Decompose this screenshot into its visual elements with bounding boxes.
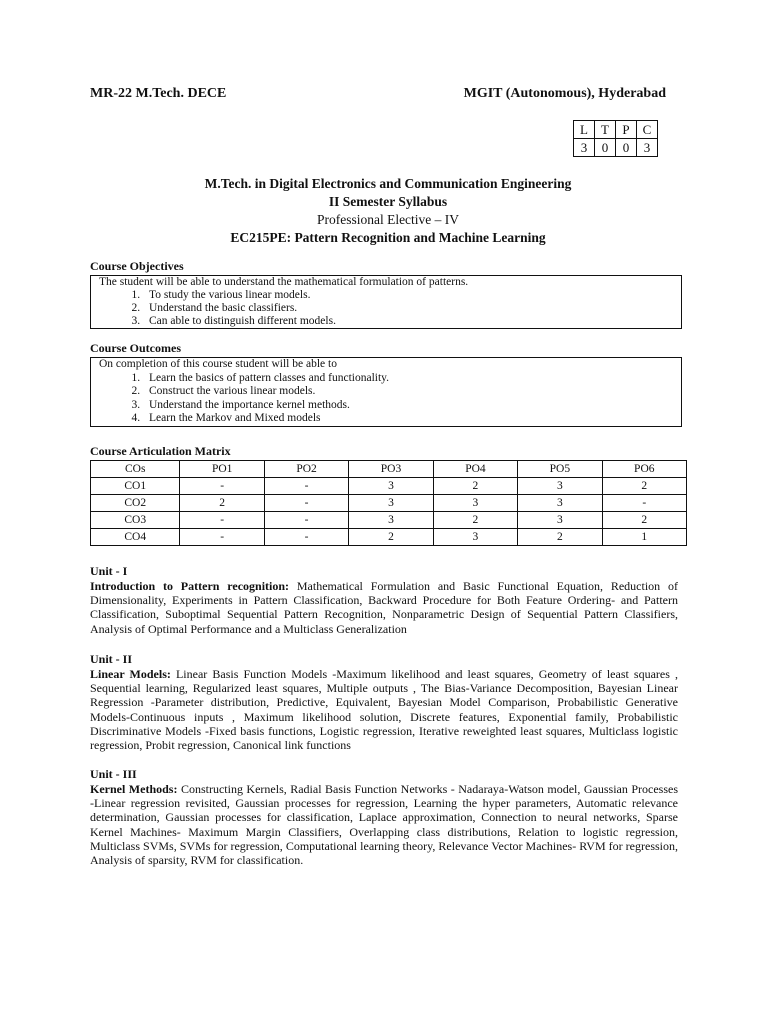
matrix-cell: - bbox=[602, 495, 686, 512]
unit-2-lead: Linear Models: bbox=[90, 667, 171, 681]
matrix-cell: CO1 bbox=[91, 478, 180, 495]
matrix-cell: 2 bbox=[602, 512, 686, 529]
matrix-cell: 2 bbox=[433, 478, 517, 495]
matrix-cell: - bbox=[264, 495, 348, 512]
elective-title: Professional Elective – IV bbox=[316, 212, 460, 227]
unit-3-body: Constructing Kernels, Radial Basis Function Networks - Nadaraya-Watson model, Gaussian Processes -Linear regression revisited, Gaussian processes for regression, Learning the hyper parameters, Automatic relevance determination, Gaussian processes for classification, Laplace approximation, Connection to neural networks, Sparse Kernel Machines- Maximum Margin Classifiers, Overlapping class distributions, Relation to logistic regression, Multiclass SVMs, SVMs for regression, Computational learning theory, Relevance Vector Machines- RVM for regression, Analysis of sparsity, RVM for classification. bbox=[90, 782, 678, 868]
matrix-cell: - bbox=[264, 478, 348, 495]
matrix-col-header: COs bbox=[91, 461, 180, 478]
outcome-item: 3. Understand the importance kernel methods. bbox=[143, 399, 681, 413]
unit-3-lead: Kernel Methods: bbox=[90, 782, 178, 796]
unit-1-lead: Introduction to Pattern recognition: bbox=[90, 579, 290, 593]
matrix-cell: - bbox=[264, 529, 348, 546]
ltpc-value-l: 3 bbox=[574, 139, 595, 157]
matrix-col-header: PO1 bbox=[180, 461, 264, 478]
matrix-row bbox=[91, 495, 687, 512]
unit-1-content bbox=[90, 579, 678, 636]
course-title: EC215PE: Pattern Recognition and Machine Learning bbox=[230, 230, 546, 245]
matrix-cell: 3 bbox=[349, 495, 433, 512]
ltpc-value-c: 3 bbox=[637, 139, 658, 157]
matrix-cell: CO3 bbox=[91, 512, 180, 529]
matrix-row bbox=[91, 478, 687, 495]
ltpc-value-t: 0 bbox=[595, 139, 616, 157]
matrix-cell: 3 bbox=[518, 478, 602, 495]
matrix-cell: 3 bbox=[433, 529, 517, 546]
matrix-col-header: PO2 bbox=[264, 461, 348, 478]
matrix-col-header: PO6 bbox=[602, 461, 686, 478]
articulation-matrix bbox=[90, 460, 687, 546]
matrix-cell: - bbox=[180, 512, 264, 529]
matrix-row bbox=[91, 529, 687, 546]
matrix-col-header: PO5 bbox=[518, 461, 602, 478]
ltpc-label-row bbox=[574, 121, 658, 139]
matrix-cell: CO2 bbox=[91, 495, 180, 512]
objectives-heading: Course Objectives bbox=[90, 259, 184, 273]
matrix-cell: 3 bbox=[349, 512, 433, 529]
unit-1-heading: Unit - I bbox=[90, 564, 128, 578]
matrix-cell: 2 bbox=[180, 495, 264, 512]
matrix-col-header: PO4 bbox=[433, 461, 517, 478]
objective-item: 2. Understand the basic classifiers. bbox=[143, 302, 681, 315]
unit-3-heading: Unit - III bbox=[90, 767, 137, 781]
matrix-cell: 2 bbox=[518, 529, 602, 546]
outcome-item: 4. Learn the Markov and Mixed models bbox=[143, 412, 681, 426]
ltpc-value-p: 0 bbox=[616, 139, 637, 157]
matrix-cell: 3 bbox=[518, 512, 602, 529]
matrix-cell: 3 bbox=[349, 478, 433, 495]
matrix-row bbox=[91, 512, 687, 529]
unit-3-content bbox=[90, 782, 678, 867]
matrix-heading: Course Articulation Matrix bbox=[90, 444, 231, 458]
unit-2-body: Linear Basis Function Models -Maximum likelihood and least squares, Geometry of least squares , Sequential learning, Regularized least squares, Multiple outputs , The Bias-Variance Decomposition, Bayesian Linear Regression -Parameter distribution, Predictive, Equivalent, Bayesian Model Comparison, Probabilistic Generative Models-Continuous inputs , Maximum likelihood solution, Discrete features, Exponential family, Probabilistic Discriminative Models -Fixed basis functions, Logistic regression, Iterative reweighted least squares, Multiclass logistic regression, Probit regression, Canonical link functions bbox=[90, 667, 679, 753]
matrix-cell: 3 bbox=[518, 495, 602, 512]
objective-item: 1. To study the various linear models. bbox=[143, 289, 681, 302]
matrix-cell: - bbox=[264, 512, 348, 529]
unit-2-heading: Unit - II bbox=[90, 652, 133, 666]
outcomes-intro: On completion of this course student will be able to bbox=[99, 358, 337, 370]
unit-1-body: Mathematical Formulation and Basic Functional Equation, Reduction of Dimensionality, Experiments in Pattern Classification, Backward Procedure for Both Feature Ordering- and Pattern Classification, Suboptimal Sequential Pattern Recognition, Nonparametric Design of Sequential Pattern Classifiers, Analysis of Optimal Performance and a Multiclass Generalization bbox=[90, 579, 678, 636]
matrix-cell: - bbox=[180, 529, 264, 546]
objectives-list bbox=[99, 289, 681, 328]
ltpc-value-row bbox=[574, 139, 658, 157]
matrix-cell: 1 bbox=[602, 529, 686, 546]
outcome-item: 1. Learn the basics of pattern classes and functionality. bbox=[143, 372, 681, 386]
ltpc-label-p: P bbox=[616, 121, 637, 139]
ltpc-table bbox=[573, 120, 658, 157]
ltpc-label-c: C bbox=[637, 121, 658, 139]
outcomes-list bbox=[99, 372, 681, 426]
matrix-cell: 2 bbox=[433, 512, 517, 529]
outcomes-box bbox=[90, 357, 682, 427]
matrix-cell: 2 bbox=[349, 529, 433, 546]
ltpc-label-t: T bbox=[595, 121, 616, 139]
title-block bbox=[90, 175, 686, 247]
objectives-intro: The student will be able to understand the mathematical formulation of patterns. bbox=[99, 276, 469, 288]
matrix-cell: - bbox=[180, 478, 264, 495]
outcomes-heading: Course Outcomes bbox=[90, 341, 181, 355]
unit-2-content bbox=[90, 667, 678, 752]
ltpc-label-l: L bbox=[574, 121, 595, 139]
matrix-header-row bbox=[91, 461, 687, 478]
matrix-cell: 2 bbox=[602, 478, 686, 495]
matrix-col-header: PO3 bbox=[349, 461, 433, 478]
header-program-code: MR-22 M.Tech. DECE bbox=[90, 86, 227, 101]
matrix-cell: CO4 bbox=[91, 529, 180, 546]
matrix-cell: 3 bbox=[433, 495, 517, 512]
outcome-item: 2. Construct the various linear models. bbox=[143, 385, 681, 399]
header-institution: MGIT (Autonomous), Hyderabad bbox=[463, 86, 666, 101]
objectives-box bbox=[90, 275, 682, 329]
program-title: M.Tech. in Digital Electronics and Communication Engineering bbox=[204, 176, 572, 191]
semester-title: II Semester Syllabus bbox=[328, 194, 448, 209]
objective-item: 3. Can able to distinguish different models. bbox=[143, 315, 681, 328]
